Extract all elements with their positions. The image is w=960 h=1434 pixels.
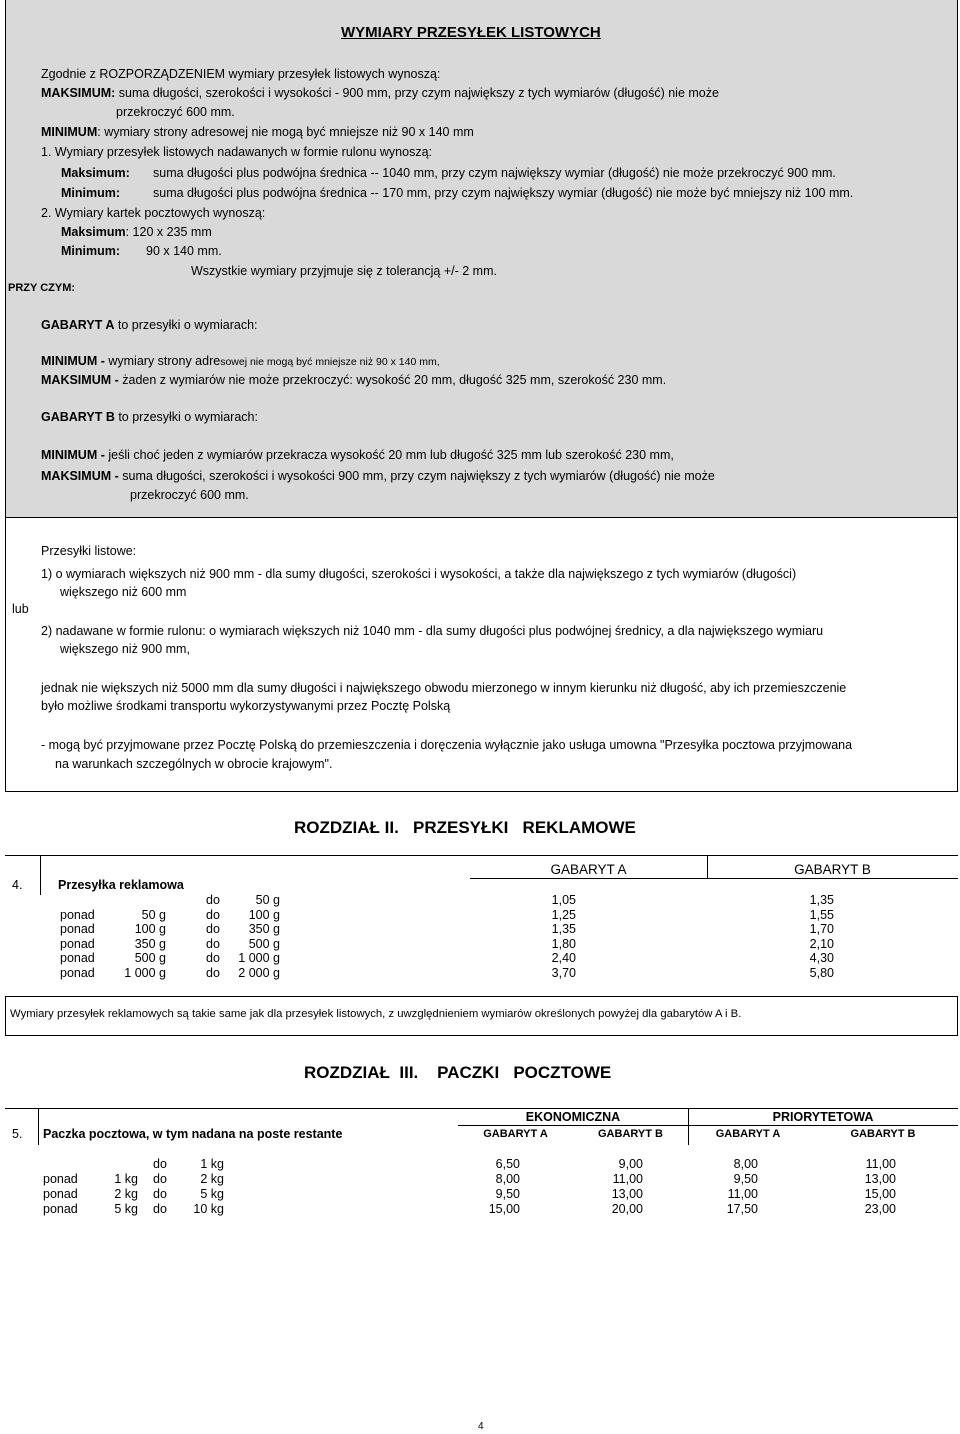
chapter-2-title: ROZDZIAŁ II. PRZESYŁKI REKLAMOWE xyxy=(294,818,636,837)
reklam-row-do: do xyxy=(206,936,220,951)
kartki-max-label: Maksimum xyxy=(61,225,126,239)
reklam-row-prefix: ponad xyxy=(60,951,95,966)
reklam-head-a: GABARYT A xyxy=(550,862,627,877)
gabaryt-a-heading xyxy=(41,318,258,332)
reklam-row-price-b: 1,70 xyxy=(809,922,834,937)
reklam-row-price-b: 1,55 xyxy=(809,907,834,922)
reklam-head-b: GABARYT B xyxy=(794,862,871,877)
minimum-text: : wymiary strony adresowej nie mogą być mniejsze niż 90 x 140 mm xyxy=(97,125,474,139)
paczki-row-eko-a: 15,00 xyxy=(488,1202,520,1216)
reklam-row-do: do xyxy=(206,966,220,980)
gabaryt-a-min-text1: wymiary strony adre xyxy=(108,354,221,368)
gabaryt-a-min-label: MINIMUM - xyxy=(41,354,109,368)
reklam-row-to: 1 000 g xyxy=(238,951,280,966)
table-4-num-divider xyxy=(40,855,41,895)
paczki-row-eko-b: 9,00 xyxy=(618,1157,643,1171)
reklam-row-do: do xyxy=(206,951,220,966)
maksimum-cont: przekroczyć 600 mm. xyxy=(116,105,235,119)
paczki-head-eko: EKONOMICZNA xyxy=(525,1110,621,1124)
gabaryt-a-min-text2: sowej nie mogą być mniejsze niż 90 x 140 mm, xyxy=(220,356,440,368)
paczki-row-eko-a: 6,50 xyxy=(495,1157,520,1171)
kartki-max-text: : 120 x 235 mm xyxy=(125,225,212,239)
reklam-row-price-a: 3,70 xyxy=(551,966,576,980)
gabaryt-b-min-text: jeśli choć jeden z wymiarów przekracza wysokość 20 mm lub długość 325 mm lub szerokość 230 mm, xyxy=(108,448,674,462)
listowe-item-1-cont: większego niż 600 mm xyxy=(60,585,187,599)
table-5-header-rule xyxy=(458,1125,958,1126)
paczki-row-prio-a: 11,00 xyxy=(727,1187,758,1201)
paczki-row-eko-b: 20,00 xyxy=(611,1202,643,1216)
reklam-row-from: 1 000 g xyxy=(124,966,166,980)
gabaryt-a-text: to przesyłki o wymiarach: xyxy=(114,318,258,332)
paczki-row-to: 2 kg xyxy=(200,1172,224,1186)
kartki-min-text: 90 x 140 mm. xyxy=(146,244,222,258)
moga-line-1: - mogą być przyjmowane przez Pocztę Polską do przemieszczenia i doręczenia wyłącznie jako usługa umowna "Przesyłka pocztowa przyjmowana xyxy=(41,738,853,752)
reklam-row-from: 50 g xyxy=(141,907,166,922)
reklam-row-to: 50 g xyxy=(255,893,280,907)
paczki-eko-gab-a: GABARYT A xyxy=(483,1128,548,1140)
paczki-row-prio-a: 9,50 xyxy=(733,1172,758,1186)
gabaryt-b-max-text: suma długości, szerokości i wysokości 900 mm, przy czym największy z tych wymiarów (długość) nie może xyxy=(122,469,715,483)
paczki-name: Paczka pocztowa, w tym nadana na poste restante xyxy=(43,1127,343,1141)
przy-czym-label: PRZY CZYM: xyxy=(8,282,76,294)
reklam-row-price-b: 5,80 xyxy=(809,966,834,980)
gabaryt-a-max-label: MAKSIMUM - xyxy=(41,373,123,387)
chapter-3-title: ROZDZIAŁ III. PACZKI POCZTOWE xyxy=(304,1063,612,1082)
gabaryt-a-max-text: żaden z wymiarów nie może przekroczyć: wysokość 20 mm, długość 325 mm, szerokość 230 mm. xyxy=(122,373,667,387)
moga-line-2: na warunkach szczególnych w obrocie krajowym". xyxy=(55,757,333,771)
intro-text: Zgodnie z ROZPORZĄDZENIEM wymiary przesyłek listowych wynoszą: xyxy=(41,67,441,81)
gabaryt-b-max-label: MAKSIMUM - xyxy=(41,469,123,483)
paczki-row-do: do xyxy=(153,1187,167,1201)
reklam-row-prefix: ponad xyxy=(60,907,95,922)
paczki-row-eko-a: 9,50 xyxy=(495,1187,520,1201)
gabaryt-a-label: GABARYT A xyxy=(41,318,115,332)
paczki-row-prio-b: 15,00 xyxy=(864,1187,896,1201)
paczki-row-prio-b: 13,00 xyxy=(864,1172,896,1186)
gabaryt-b-max-cont: przekroczyć 600 mm. xyxy=(130,488,249,502)
paczki-row-prio-a: 17,50 xyxy=(726,1202,758,1216)
reklam-row-prefix: ponad xyxy=(60,922,95,937)
paczki-row-eko-b: 11,00 xyxy=(612,1172,643,1186)
paczki-row-prio-a: 8,00 xyxy=(733,1157,758,1171)
reklam-row-price-a: 1,05 xyxy=(551,893,576,907)
paczki-row-from: 5 kg xyxy=(114,1202,138,1216)
rulon-min-label: Minimum: xyxy=(61,186,121,200)
reklam-row-price-b: 1,35 xyxy=(809,893,834,907)
page-number: 4 xyxy=(478,1421,484,1432)
tolerance-note: Wszystkie wymiary przyjmuje się z tolerancją +/- 2 mm. xyxy=(191,264,497,278)
gabaryt-b-min-label: MINIMUM - xyxy=(41,448,109,462)
minimum-label: MINIMUM xyxy=(41,125,98,139)
reklam-row-to: 100 g xyxy=(248,907,280,922)
rulon-max-label: Maksimum: xyxy=(61,166,130,180)
gabaryt-a-max xyxy=(41,373,666,387)
table-5-top-rule xyxy=(5,1108,958,1109)
reklam-row-from: 350 g xyxy=(134,936,166,951)
rulon-heading: 1. Wymiary przesyłek listowych nadawanych w formie rulonu wynoszą: xyxy=(41,145,433,159)
table-5-num-divider xyxy=(38,1108,39,1145)
rulon-min-text: suma długości plus podwójna średnica -- 170 mm, przy czym największy wymiar (długość) nie może być mniejszy niż 100 mm. xyxy=(153,186,854,200)
listowe-item-1: 1) o wymiarach większych niż 900 mm - dla sumy długości, szerokości i wysokości, a także dla największego z tych wymiarów (długości) xyxy=(41,567,797,581)
paczki-row-eko-b: 13,00 xyxy=(611,1187,643,1201)
paczki-row-prefix: ponad xyxy=(43,1187,78,1201)
reklam-row-to: 350 g xyxy=(248,922,280,937)
reklam-row-price-b: 2,10 xyxy=(809,936,834,951)
jednak-line-2: było możliwe środkami transportu wykorzystywanymi przez Pocztę Polską xyxy=(41,699,451,713)
table-4-top-rule xyxy=(5,855,958,856)
reklam-row-price-a: 1,25 xyxy=(551,907,576,922)
reklam-num: 4. xyxy=(12,878,23,892)
paczki-row-do: do xyxy=(153,1157,167,1171)
reklam-row-to: 2 000 g xyxy=(238,966,280,980)
reklam-row-price-a: 1,35 xyxy=(551,922,576,937)
kartki-max-line xyxy=(61,225,212,239)
jednak-line-1: jednak nie większych niż 5000 mm dla sumy długości i największego obwodu mierzonego w innym kierunku niż długość, aby ich przemieszczenie xyxy=(41,681,847,695)
paczki-row-do: do xyxy=(153,1172,167,1186)
paczki-row-from: 1 kg xyxy=(114,1172,138,1186)
reklam-row-do: do xyxy=(206,922,220,937)
paczki-row-from: 2 kg xyxy=(114,1187,138,1201)
reklam-row-from: 500 g xyxy=(134,951,166,966)
lub-label: lub xyxy=(12,602,29,616)
paczki-prio-gab-a: GABARYT A xyxy=(715,1128,781,1140)
reklam-row-price-a: 2,40 xyxy=(551,951,576,966)
reklam-note: Wymiary przesyłek reklamowych są takie same jak dla przesyłek listowych, z uwzględnieniem wymiarów określonych powyżej dla gabarytów A i B. xyxy=(10,1008,742,1020)
paczki-num: 5. xyxy=(12,1127,23,1141)
reklam-row-prefix: ponad xyxy=(60,936,95,951)
paczki-eko-gab-b: GABARYT B xyxy=(598,1128,663,1140)
gabaryt-b-min xyxy=(41,448,674,462)
listowe-title: Przesyłki listowe: xyxy=(41,544,137,558)
reklam-row-prefix: ponad xyxy=(60,966,95,980)
reklam-row-price-b: 4,30 xyxy=(809,951,834,966)
paczki-row-prio-b: 11,00 xyxy=(865,1157,896,1171)
gabaryt-b-text: to przesyłki o wymiarach: xyxy=(114,410,258,424)
gabaryt-b-max xyxy=(41,469,715,483)
paczki-row-prefix: ponad xyxy=(43,1202,78,1216)
reklam-row-to: 500 g xyxy=(248,936,280,951)
paczki-row-eko-a: 8,00 xyxy=(495,1172,520,1186)
paczki-row-to: 1 kg xyxy=(200,1157,224,1171)
gabaryt-a-min xyxy=(41,354,440,368)
maksimum-text: suma długości, szerokości i wysokości - 900 mm, przy czym największy z tych wymiarów (długość) nie może xyxy=(118,86,719,100)
paczki-row-do: do xyxy=(153,1202,167,1216)
maksimum-label: MAKSIMUM: xyxy=(41,86,116,100)
paczki-row-to: 5 kg xyxy=(200,1187,224,1201)
minimum-line xyxy=(41,125,474,139)
paczki-head-prio: PRIORYTETOWA xyxy=(772,1110,874,1124)
kartki-min-label: Minimum: xyxy=(61,244,121,258)
reklam-row-price-a: 1,80 xyxy=(551,936,576,951)
gabaryt-b-label: GABARYT B xyxy=(41,410,115,424)
paczki-row-prefix: ponad xyxy=(43,1172,78,1186)
table-4-header-rule xyxy=(470,878,958,879)
reklam-row-do: do xyxy=(206,907,220,922)
page-title: WYMIARY PRZESYŁEK LISTOWYCH xyxy=(341,24,601,41)
gabaryt-b-heading xyxy=(41,410,258,424)
reklam-name: Przesyłka reklamowa xyxy=(58,878,184,892)
kartki-heading: 2. Wymiary kartek pocztowych wynoszą: xyxy=(41,206,266,220)
reklam-row-from: 100 g xyxy=(134,922,166,937)
rulon-max-text: suma długości plus podwójna średnica -- 1040 mm, przy czym największy wymiar (długość) nie może przekroczyć 900 mm. xyxy=(153,166,836,180)
listowe-item-2-cont: większego niż 900 mm, xyxy=(60,642,190,656)
paczki-prio-gab-b: GABARYT B xyxy=(850,1128,916,1140)
reklam-row-do: do xyxy=(206,893,220,907)
listowe-item-2: 2) nadawane w formie rulonu: o wymiarach większych niż 1040 mm - dla sumy długości plus podwójnej średnicy, a dla największego wymiaru xyxy=(41,624,824,638)
paczki-row-to: 10 kg xyxy=(193,1202,224,1216)
maksimum-line xyxy=(41,86,719,100)
paczki-row-prio-b: 23,00 xyxy=(864,1202,896,1216)
